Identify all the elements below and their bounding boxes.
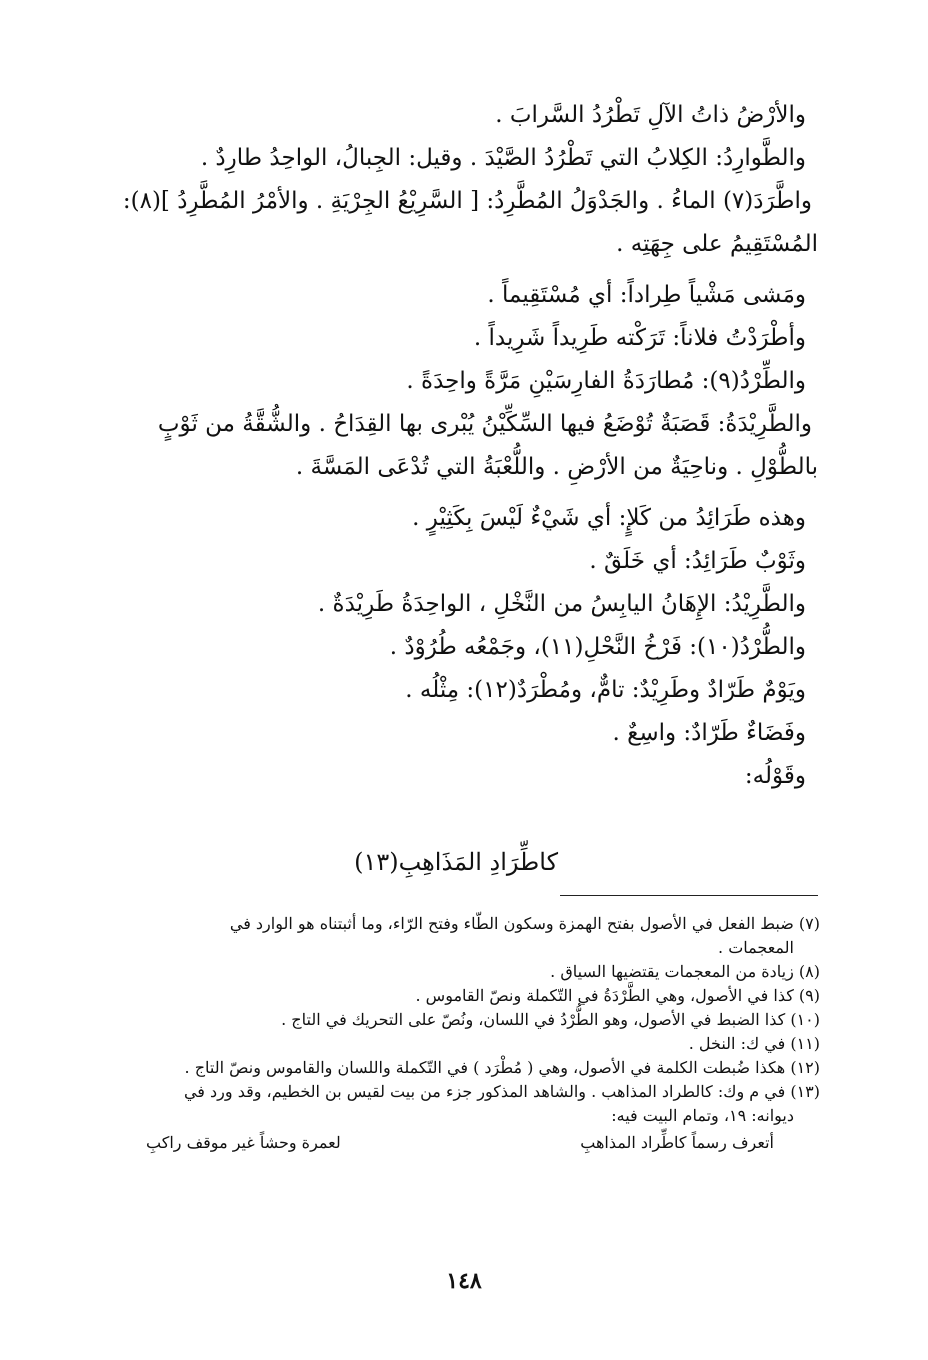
footnote: (٩) كذا في الأصول، وهي الطَّرْدَةُ في التّكملة ونصّ القاموس . [415, 986, 820, 1005]
text-line: المُسْتَقِيمُ على جِهَتِه . [616, 231, 818, 257]
text-line: بالطُّوْلِ . وناحِيَةٌ من الأرْضِ . واللُّعْبَةُ التي تُدْعَى المَسَّةَ . [295, 454, 818, 480]
verse-second-half: لعمرة وحشاً غير موقف راكبِ [146, 1133, 341, 1152]
main-text [90, 94, 818, 798]
text-line: والطِّرْدُ(٩): مُطارَدَةُ الفارِسَيْنِ مَرَّةً واحِدَةً . [406, 368, 806, 394]
text-line: وقَوْلُه: [744, 763, 806, 789]
verse-first-half: أتعرف رسماً كاطِّراد المذاهبِ [580, 1133, 774, 1152]
text-line: والطَّرِيْدُ: الإِهَانُ اليابِسُ من النَّخْلِ ، الواحِدَةُ طَرِيْدَةٌ . [317, 591, 806, 617]
text-line: والطُّرْدُ(١٠): فَرْخُ النَّحْلِ(١١)، وجَمْعُه طُرُوْدٌ . [389, 634, 806, 660]
footnote-divider [560, 895, 818, 896]
footnote: (٨) زيادة من المعجمات يقتضيها السياق . [550, 962, 820, 981]
footnote: (١٣) في م وك: كالطراد المذاهب . والشاهد المذكور جزء من بيت لقيس بن الخطيم، وقد ورد في [183, 1082, 820, 1101]
text-line: وهذه طَرَائِدُ من كَلإٍ: أي شَيْءٌ لَيْسَ بِكَثِيْرٍ . [412, 505, 806, 531]
text-line: ومَشى مَشْياً طِراداً: أي مُسْتَقِيماً . [487, 282, 806, 308]
footnote: (١٢) هكذا ضُبطت الكلمة في الأصول، وهي ( مُطْرَد ) في التّكملة واللسان والقاموس ونصّ التاج . [184, 1058, 820, 1077]
footnote: (١١) في ك: النخل . [688, 1034, 820, 1053]
text-line: ويَوْمٌ طَرّادٌ وطَرِيْدٌ: تامٌّ، ومُطْرَدٌ(١٢): مِثْلُه . [405, 677, 806, 703]
footnote-continuation: المعجمات . [718, 938, 794, 957]
text-line: والطَّرِيْدَةُ: قَصَبَةٌ تُوْضَعُ فيها السِّكِّيْنُ يُبْرى بها القِدَاحُ . والشُّقَّةُ من ثَوْبٍ [157, 411, 812, 437]
text-line: واطَّرَدَ(٧) الماءُ . والجَدْوَلُ المُطَّرِدُ: [ السَّرِيْعُ الجِرْيَةِ . والأمْرُ المُطَّرِدُ ](٨): [122, 188, 812, 214]
footnotes [96, 912, 820, 1156]
footnote-verse [96, 1130, 820, 1156]
text-line: وثَوْبٌ طَرَائِدُ: أي خَلَقٌ . [589, 548, 806, 574]
text-line: والأرْضُ ذاتُ الآلِ تَطْرُدُ السَّرابَ . [495, 102, 806, 128]
quoted-verse-fragment: كاطِّرَادِ المَذَاهِبِ(١٣) [354, 848, 558, 876]
footnote-continuation: ديوانه: ١٩، وتمام البيت فيه: [611, 1106, 794, 1125]
text-line: وفَضَاءٌ طَرّادٌ: واسِعٌ . [612, 720, 806, 746]
footnote: (٧) ضبط الفعل في الأصول بفتح الهمزة وسكون الطّاء وفتح الرّاء، وما أثبتناه هو الوارد في [229, 914, 820, 933]
footnote: (١٠) كذا الضبط في الأصول، وهو الطُّرْدُ في اللسان، ونُصّ على التحريك في التاج . [281, 1010, 820, 1029]
text-line: والطَّوارِدُ: الكِلابُ التي تَطْرُدُ الصَّيْدَ . وقيل: الجِبالُ، الواحِدُ طارِدٌ . [200, 145, 806, 171]
page-number: ١٤٨ [446, 1268, 482, 1294]
text-line: وأطْرَدْتُ فلاناً: تَرَكْته طَرِيداً شَرِيداً . [473, 325, 806, 351]
